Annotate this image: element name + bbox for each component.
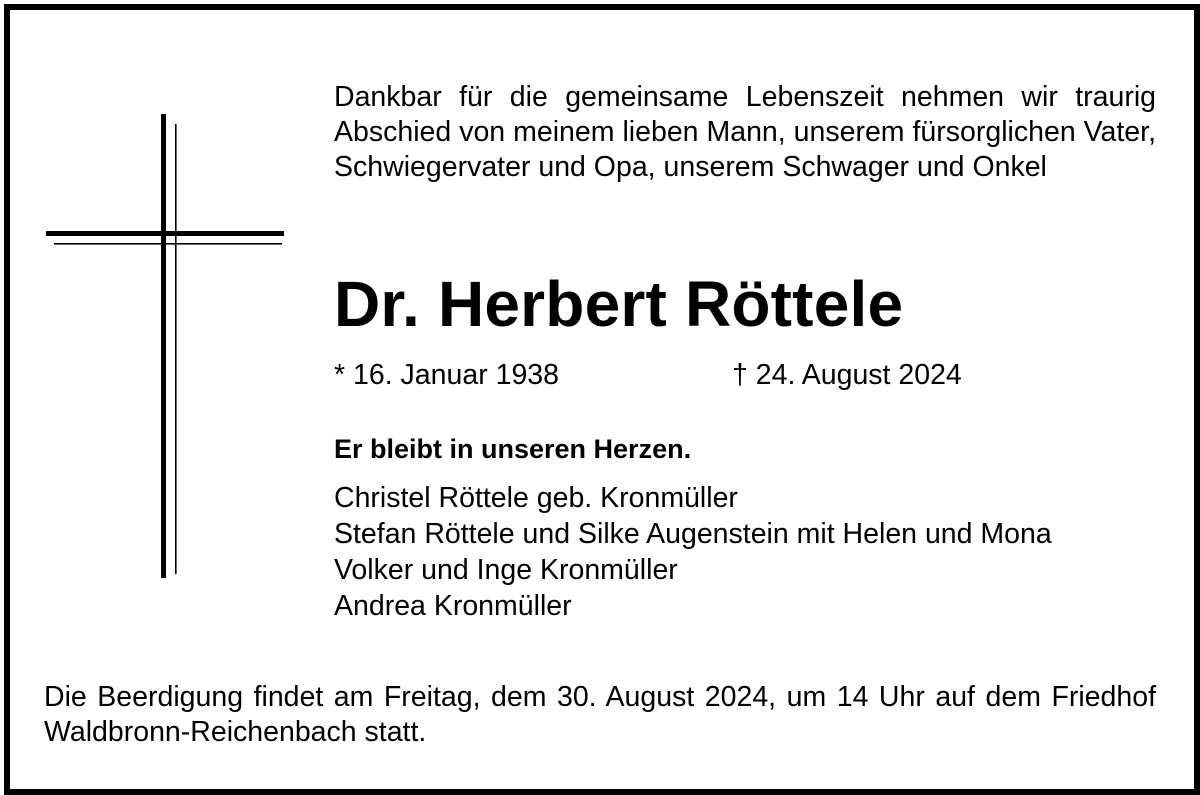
mourner-line: Andrea Kronmüller — [334, 590, 572, 622]
death-date: † 24. August 2024 — [732, 359, 962, 391]
cross-icon — [42, 110, 288, 582]
mourner-line: Stefan Röttele und Silke Augenstein mit Helen und Mona — [334, 518, 1052, 550]
mourners-list — [334, 480, 1052, 624]
deceased-name: Dr. Herbert Röttele — [334, 268, 904, 340]
mourner-line: Volker und Inge Kronmüller — [334, 554, 678, 586]
funeral-details: Die Beerdigung findet am Freitag, dem 30. August 2024, um 14 Uhr auf dem Friedhof Waldbronn-Reichenbach statt. — [44, 681, 1156, 748]
intro-text: Dankbar für die gemeinsame Lebenszeit nehmen wir traurig Abschied von meinem lieben Mann, unserem fürsorglichen Vater, Schwiegervater und Opa, unserem Schwager und Onkel — [334, 81, 1156, 183]
birth-date: * 16. Januar 1938 — [334, 359, 560, 391]
motto: Er bleibt in unseren Herzen. — [334, 434, 692, 464]
mourner-line: Christel Röttele geb. Kronmüller — [334, 482, 738, 514]
